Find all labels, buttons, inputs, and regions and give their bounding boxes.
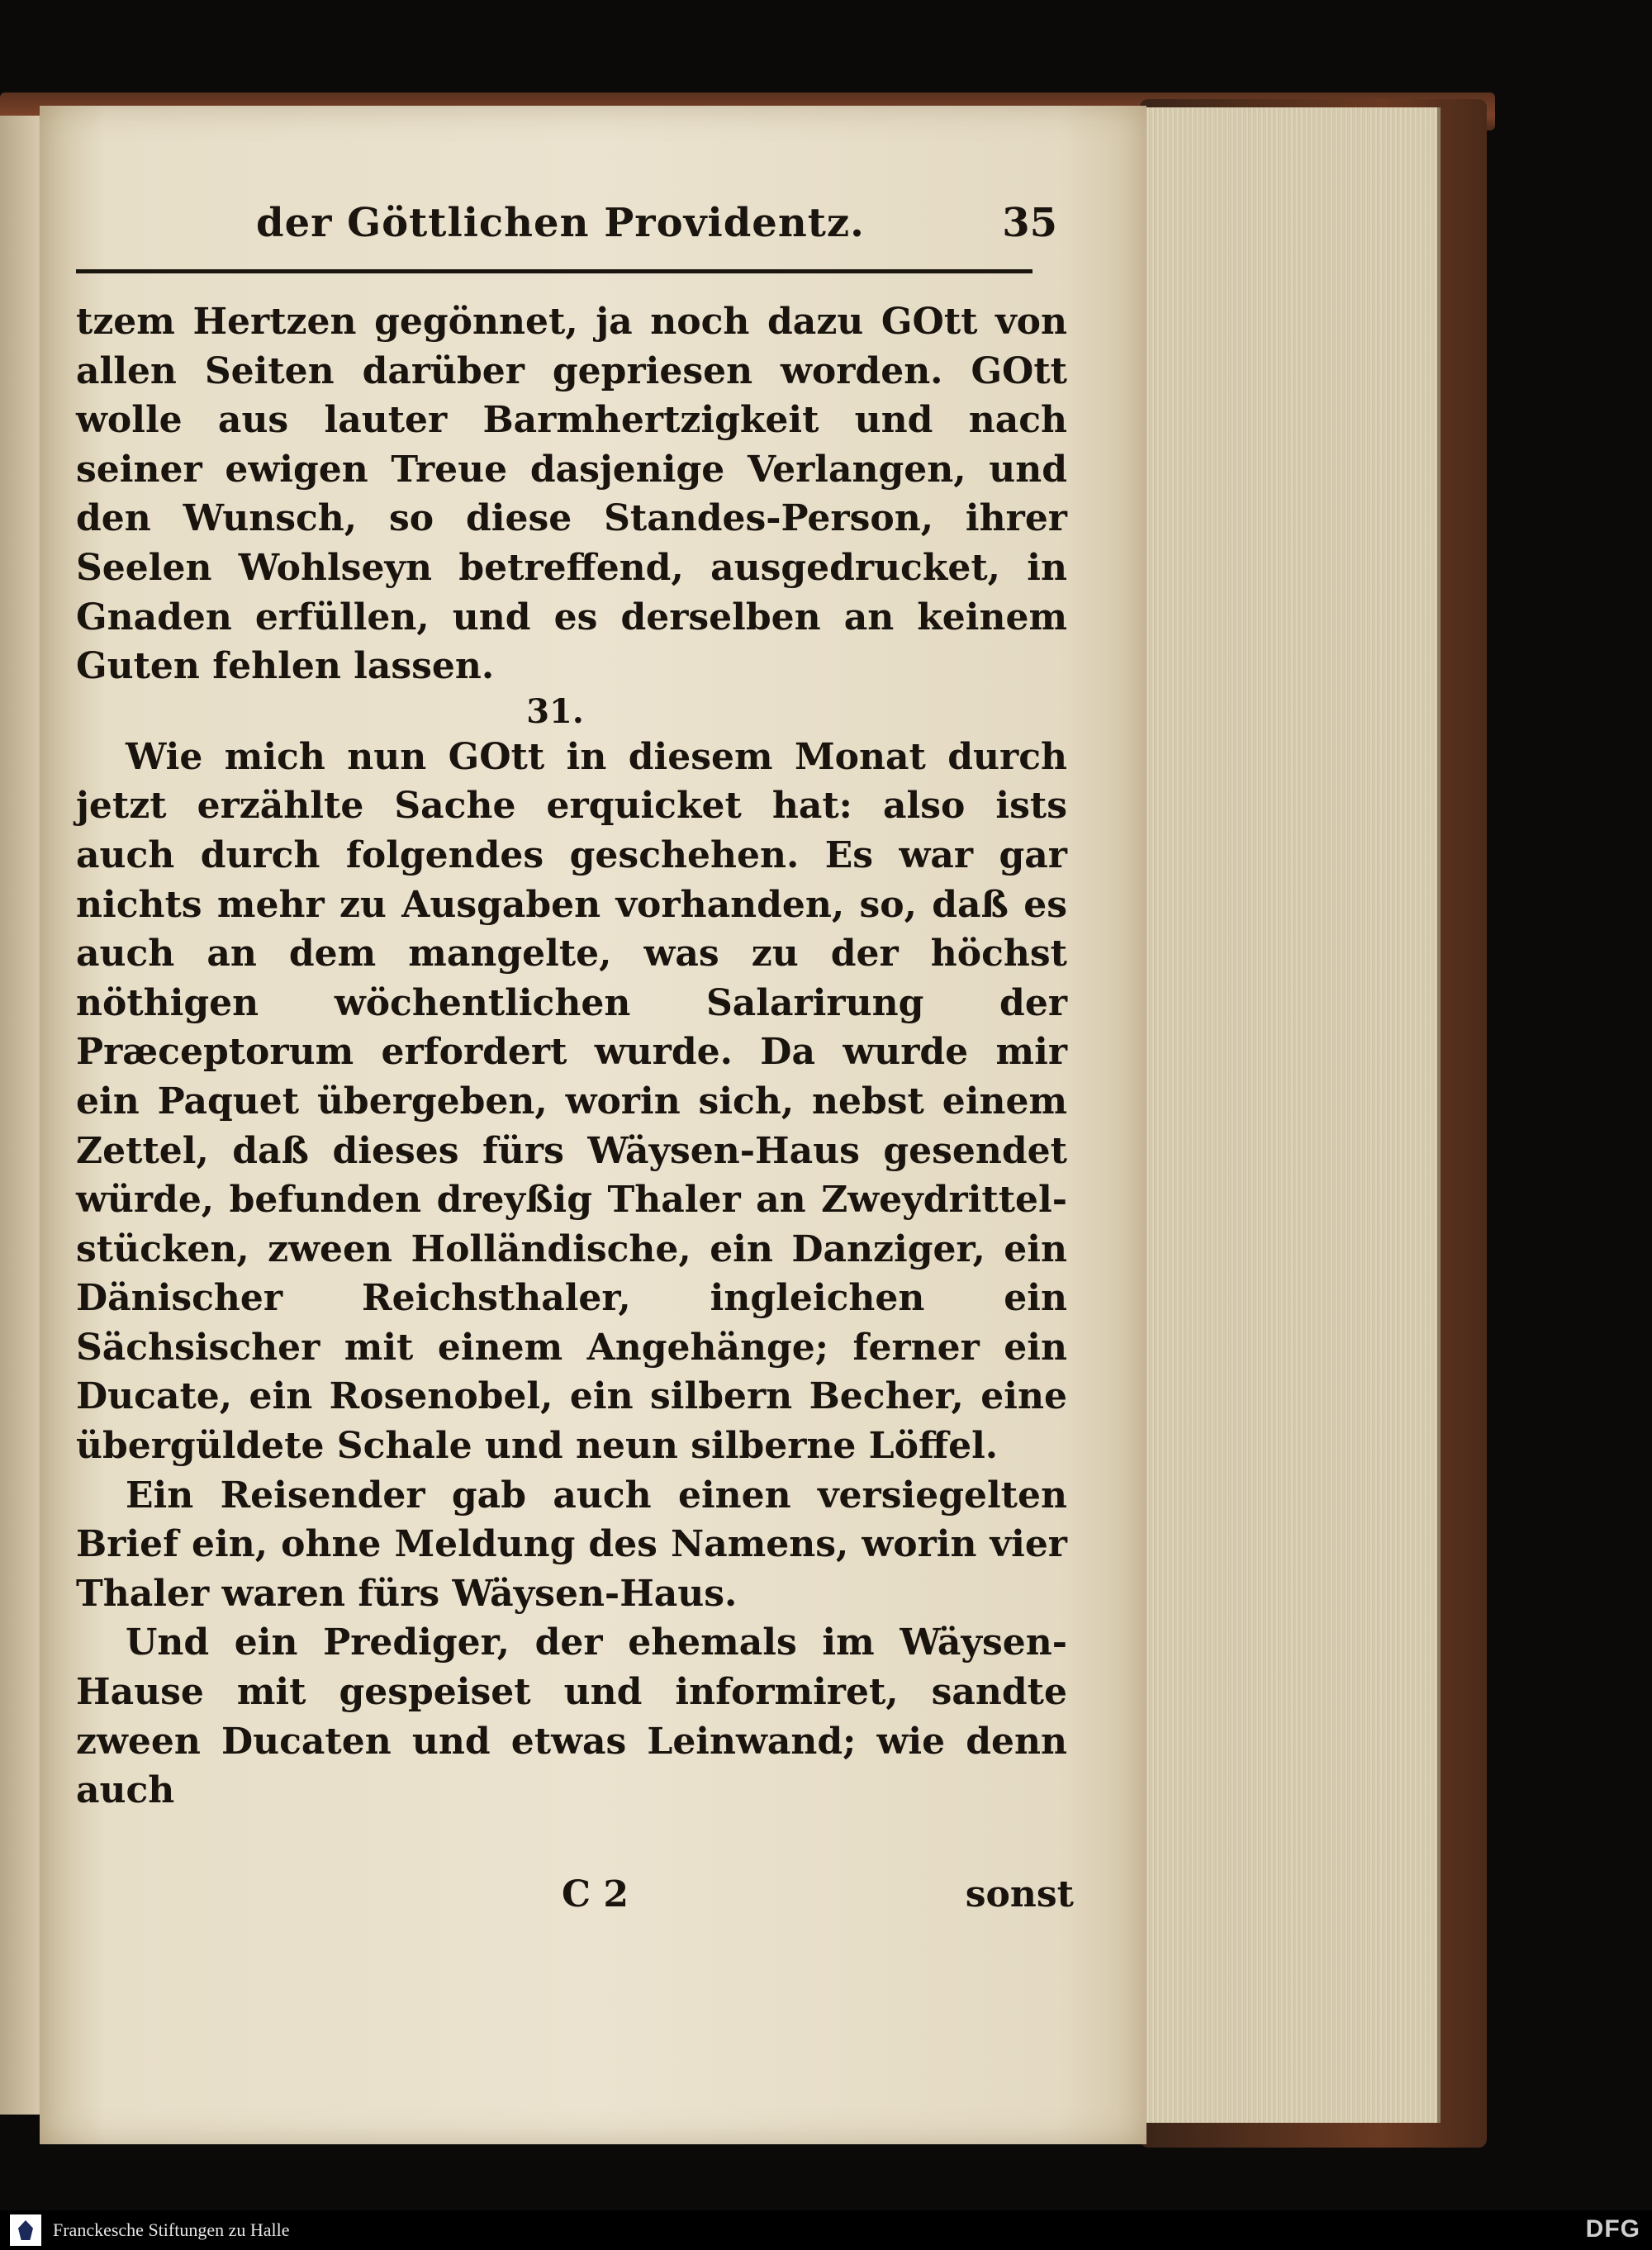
- page-footer: [562, 1873, 1074, 1920]
- paragraph-4: Und ein Prediger, der ehemals im Wäysen-Hause mit gespeiset und informiret, sandte zween Ducaten und etwas Leinwand; wie denn auch: [76, 1621, 1067, 1812]
- body-text: [76, 297, 1067, 1900]
- gutter-marks: [3, 1487, 20, 1982]
- catchword: sonst: [965, 1873, 1074, 1915]
- institution-label: Franckesche Stiftungen zu Halle: [53, 2219, 290, 2240]
- header-rule: [76, 269, 1032, 273]
- paragraph-2: Wie mich nun GOtt in diesem Monat durch jetzt erzählte Sache erquicket hat: also ists auch durch folgendes geschehen. Es war gar nichts mehr zu Ausgaben vorhanden, so, daß es auch an dem mangelte, was zu der höchst nöthigen wöchentlichen Salarirung der Præceptorum erfordert wurde. Da wurde mir ein Paquet übergeben, worin sich, nebst einem Zettel, daß dieses fürs Wäysen-Haus gesendet würde, befunden dreyßig Thaler an Zweydrittel-stücken, zween Holländische, ein Danziger, ein Dänischer Reichsthaler, ingleichen ein Sächsischer mit einem Angehänge; ferner ein Ducate, ein Rosenobel, ein silbern Becher, eine übergüldete Schale und neun silberne Löffel.: [76, 735, 1067, 1468]
- institution-logo-icon: [10, 2214, 41, 2246]
- signature-mark: C 2: [562, 1873, 629, 1915]
- page-number: 35: [1002, 200, 1057, 246]
- viewer-footer-bar: [0, 2210, 1652, 2250]
- paragraph-1: tzem Hertzen gegönnet, ja noch dazu GOtt von allen Seiten darüber gepriesen worden. GOtt wolle aus lauter Barmhertzigkeit und nach seiner ewigen Treue dasjenige Verlangen, und den Wunsch, so diese Standes-Person, ihrer Seelen Wohlseyn betreffend, ausgedrucket, in Gnaden erfüllen, und es derselben an keinem Guten fehlen lassen.: [76, 301, 1067, 688]
- paragraph-3: Ein Reisender gab auch einen versiegelten Brief ein, ohne Meldung des Namens, worin vier Thaler waren fürs Wäysen-Haus.: [76, 1474, 1067, 1615]
- running-title: der Göttlichen Providentz.: [256, 200, 865, 246]
- dfg-logo: DFG: [1585, 2215, 1640, 2243]
- page-edges: [1140, 107, 1441, 2123]
- section-number: 31.: [526, 691, 584, 731]
- page-header: [256, 200, 1057, 263]
